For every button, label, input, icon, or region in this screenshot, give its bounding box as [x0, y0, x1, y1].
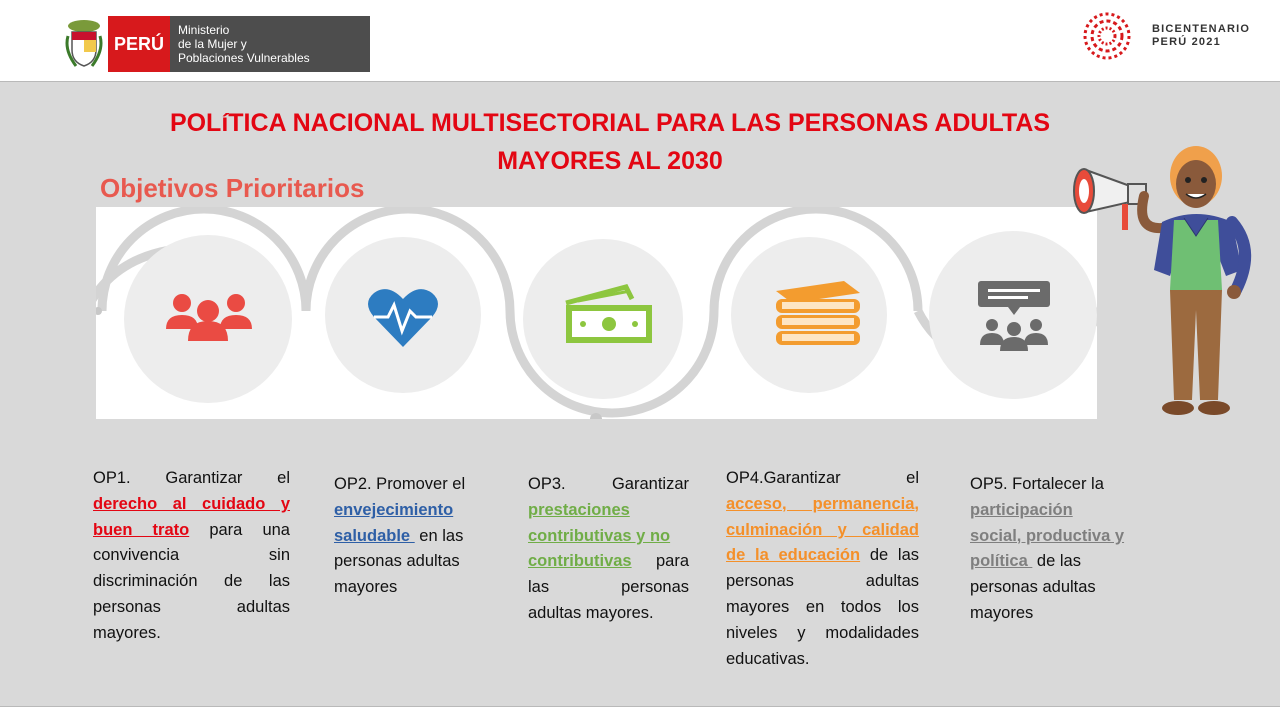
objective-line	[726, 492, 919, 518]
highlighted-term: prestaciones	[528, 500, 630, 519]
objective-line: mayores	[970, 603, 1034, 622]
bicentenario-line: PERÚ 2021	[1152, 36, 1221, 48]
peru-label: PERÚ	[108, 16, 170, 72]
objective-line: buen trato para una	[93, 520, 290, 539]
objective-line: OP4.Garantizar el	[726, 469, 919, 487]
bicentenario-emblem-icon	[1072, 10, 1142, 62]
objective-line	[334, 498, 486, 524]
objective-line: política de las	[970, 552, 1081, 571]
objective-line: OP2. Promover el	[334, 475, 466, 493]
objective-line: personas adultas	[93, 597, 290, 616]
bicentenario-line: BICENTENARIO	[1152, 23, 1251, 35]
objective-op4	[726, 466, 919, 672]
highlighted-term: de la educación	[726, 546, 861, 565]
objective-line: OP1. Garantizar el	[93, 469, 290, 487]
objectives-icon-strip	[96, 207, 1097, 419]
objective-line: mayores en todos los	[726, 597, 919, 616]
objective-line: contributivas para	[528, 552, 689, 571]
ministry-line: Poblaciones Vulnerables	[178, 51, 310, 65]
objective-line: adultas mayores.	[528, 603, 654, 622]
objective-line: niveles y modalidades	[726, 623, 919, 642]
books-stack-icon	[776, 281, 860, 345]
ministry-line: Ministerio	[178, 23, 230, 37]
objective-line: personas adultas	[726, 572, 919, 591]
objective-line	[726, 518, 919, 544]
highlighted-term: buen trato	[93, 520, 190, 539]
elderly-man-megaphone-illustration	[1066, 140, 1266, 425]
bicentenario-logo[interactable]	[1072, 10, 1250, 62]
highlighted-term: participación	[970, 500, 1073, 519]
objective-op2	[334, 472, 486, 601]
objective-line: educativas.	[726, 649, 810, 668]
highlighted-term: derecho al cuidado y	[93, 494, 290, 513]
objective-op3	[528, 472, 689, 627]
objective-line: convivencia sin	[93, 546, 290, 565]
header	[0, 0, 1280, 80]
ministry-logo[interactable]	[64, 16, 370, 72]
ministry-name	[170, 16, 370, 72]
highlighted-term: saludable	[334, 526, 415, 545]
objective-line: mayores	[334, 578, 398, 597]
highlighted-term: acceso, permanencia,	[726, 494, 919, 513]
objective-line	[970, 498, 1142, 524]
objective-op1	[93, 466, 290, 647]
highlighted-term: contributivas	[528, 552, 632, 571]
objective-line: personas adultas	[334, 552, 460, 571]
ministry-line: de la Mujer y	[178, 37, 247, 51]
objective-line	[528, 498, 689, 524]
objective-line	[970, 524, 1142, 550]
title-line: MAYORES AL 2030	[497, 147, 723, 175]
objective-op5	[970, 472, 1142, 627]
highlighted-term: envejecimiento	[334, 500, 454, 519]
title-line: POLíTICA NACIONAL MULTISECTORIAL PARA LAS PERSONAS ADULTAS	[169, 109, 1051, 137]
objective-line: de la educación de las	[726, 546, 919, 565]
highlighted-term: contributivas y no	[528, 526, 671, 545]
objective-line: personas adultas	[970, 578, 1096, 597]
objective-line: saludable en las	[334, 526, 464, 545]
coat-of-arms-icon	[64, 16, 104, 72]
objective-line: OP5. Fortalecer la	[970, 475, 1104, 493]
highlighted-term: social, productiva y	[970, 526, 1125, 545]
objective-line: mayores.	[93, 623, 161, 642]
highlighted-term: culminación y calidad	[726, 520, 919, 539]
megaphone-icon	[1074, 169, 1146, 230]
objective-line	[93, 492, 290, 518]
section-subtitle: Objetivos Prioritarios	[100, 173, 365, 203]
objective-line: discriminación de las	[93, 572, 290, 591]
objective-line	[528, 524, 689, 550]
bicentenario-text	[1152, 23, 1250, 49]
objective-line: OP3. Garantizar	[528, 475, 689, 493]
highlighted-term: política	[970, 552, 1033, 571]
objective-line: las personas	[528, 578, 689, 597]
page-title	[120, 104, 1100, 180]
